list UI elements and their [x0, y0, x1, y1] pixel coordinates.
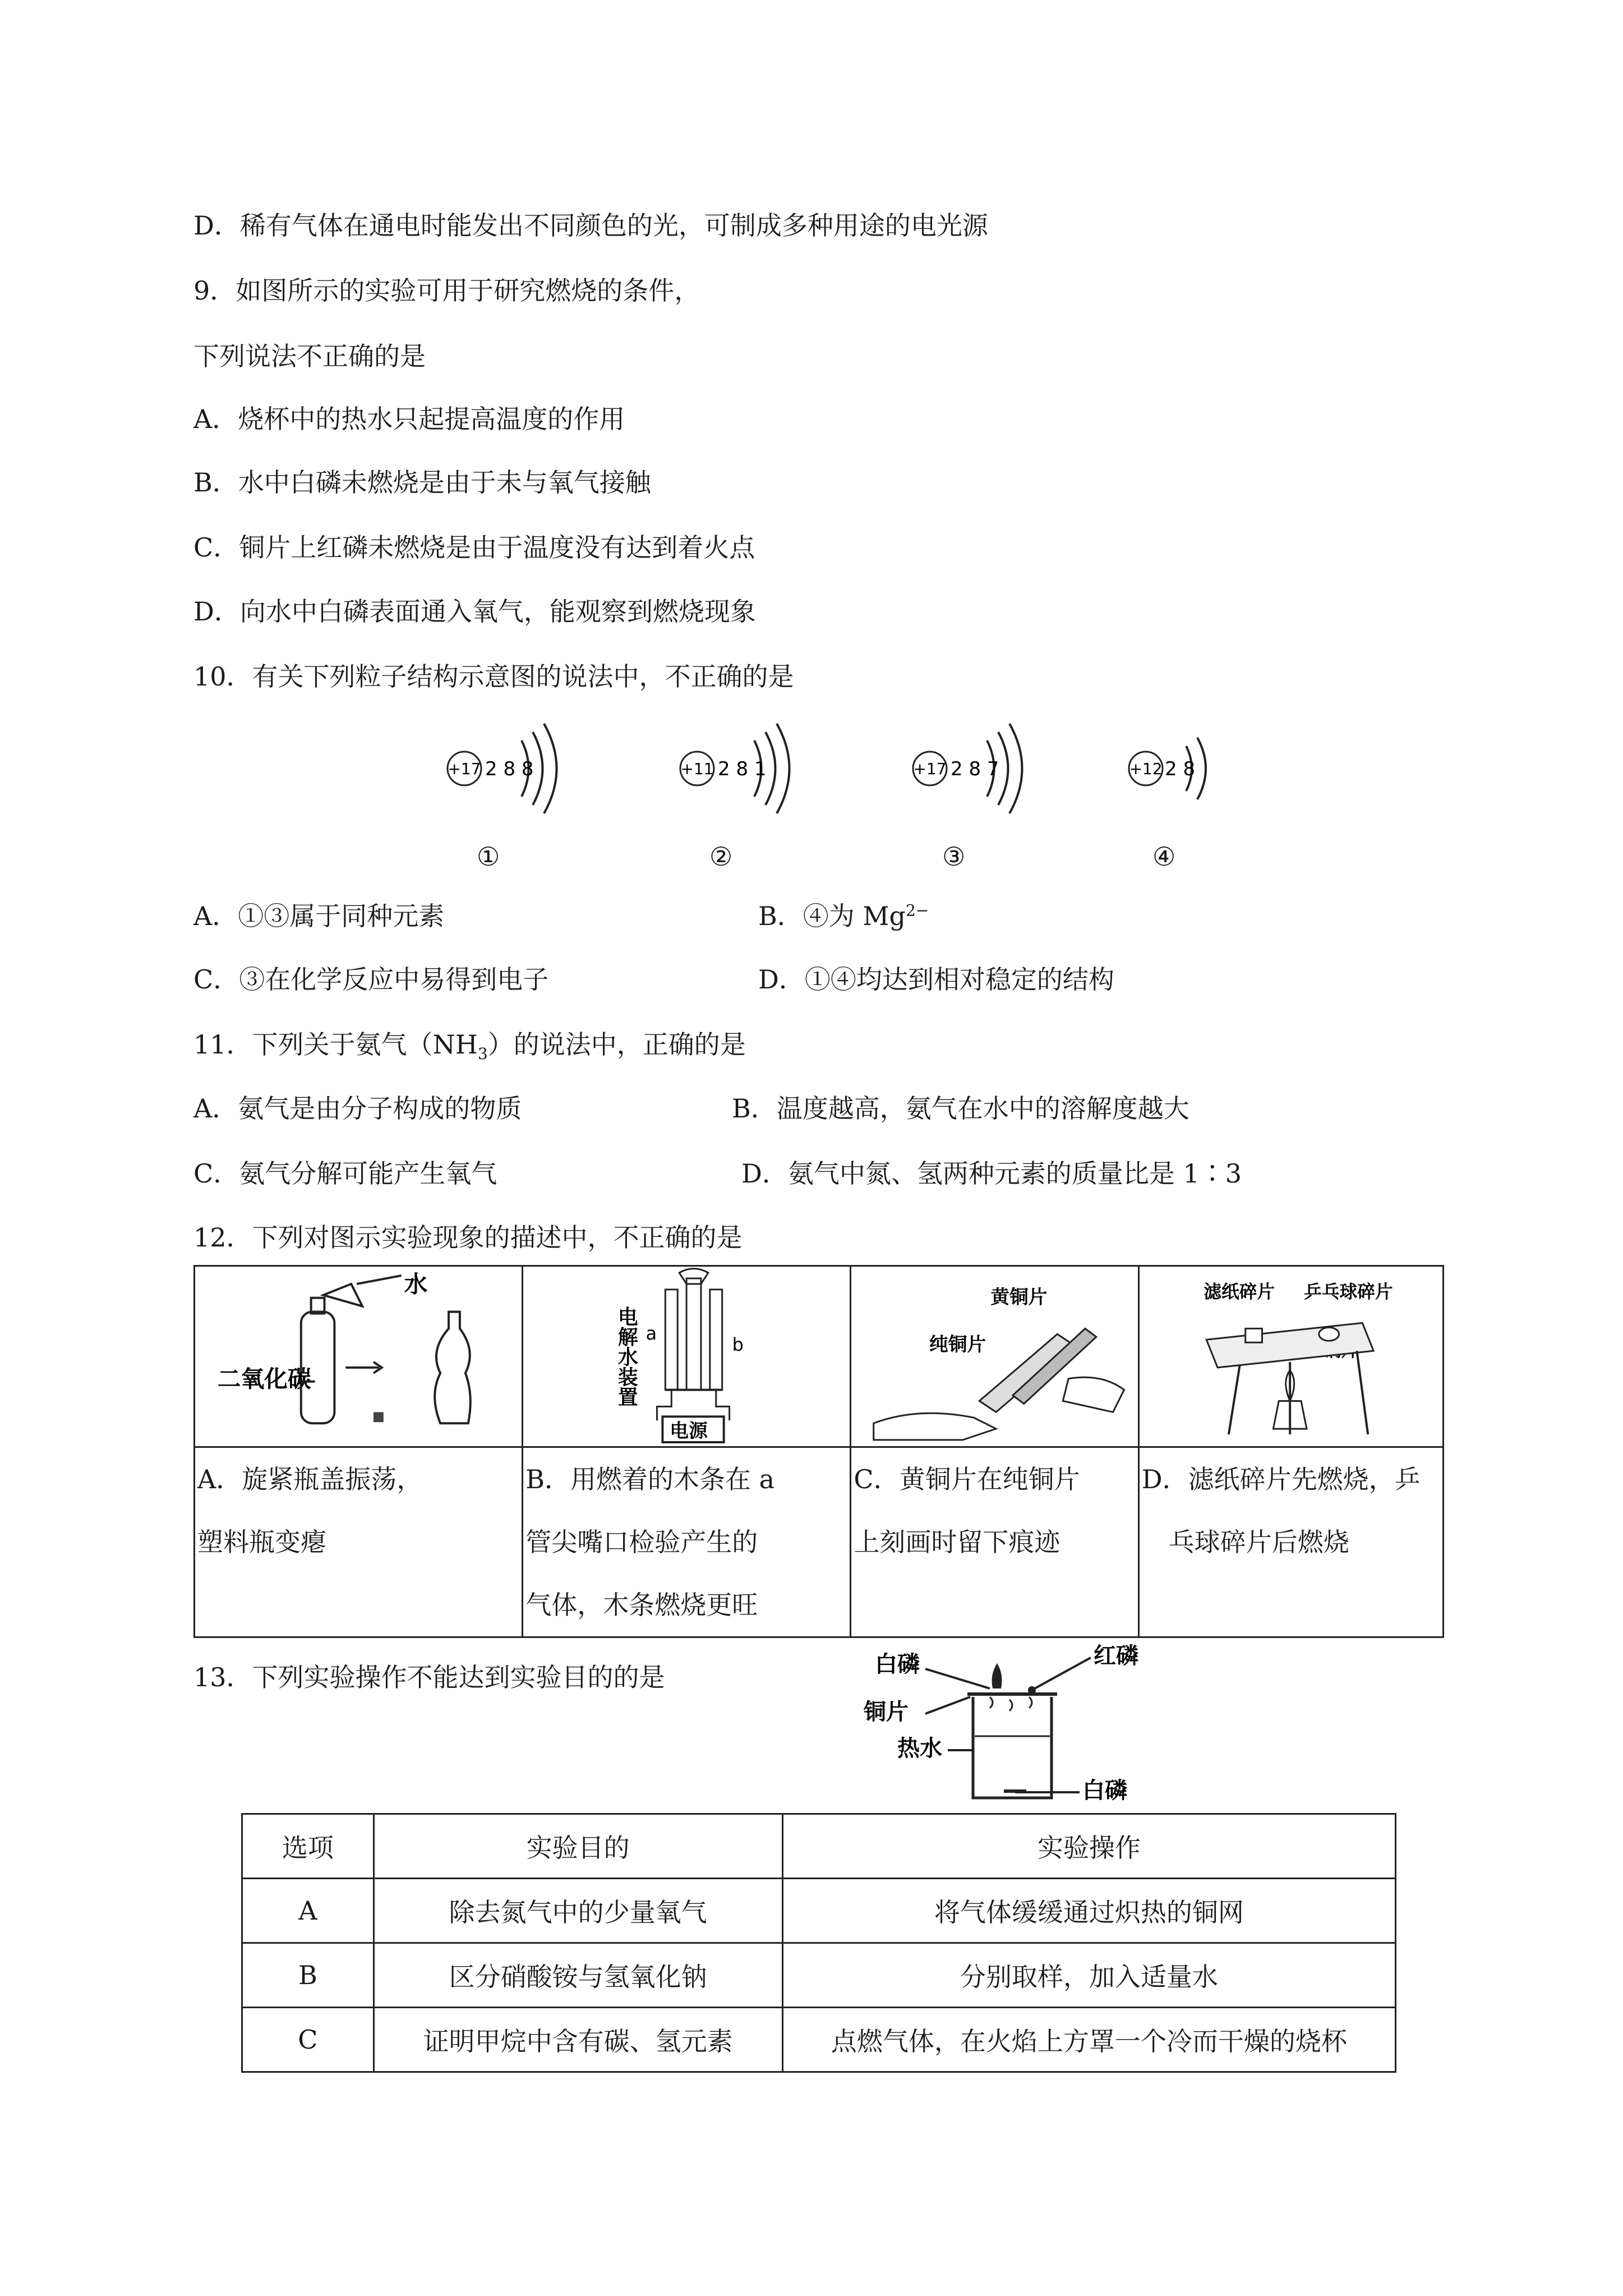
q13-stem: 13．下列实验操作不能达到实验目的的是: [193, 1662, 665, 1692]
q12-option-c: C．黄铜片在纯铜片 上刻画时留下痕迹: [851, 1447, 1138, 1637]
atom-diagram-3: [909, 718, 1077, 819]
atom-shells: 2 8 7: [951, 758, 999, 780]
q13-table: [241, 1813, 1396, 2073]
atom-shells: 2 8: [1165, 758, 1196, 780]
svg-text:滤纸碎片: 滤纸碎片: [1203, 1282, 1275, 1303]
q9-option-c: C．铜片上红磷未燃烧是由于温度没有达到着火点: [193, 532, 755, 563]
q13-header-option: 选项: [242, 1814, 374, 1879]
combustion-figure: [864, 1641, 1166, 1803]
svg-text:二氧化碳: 二氧化碳: [217, 1365, 311, 1393]
q9-stem: 9．如图所示的实验可用于研究燃烧的条件，: [193, 275, 700, 306]
q13-cell: 区分硝酸铵与氢氧化钠: [374, 1943, 782, 2008]
q10-stem: 10．有关下列粒子结构示意图的说法中，不正确的是: [193, 661, 794, 692]
atom-nucleus: +12: [1129, 760, 1163, 778]
q13-cell: A: [242, 1879, 374, 1943]
q11-option-b: B．温度越高，氨气在水中的溶解度越大: [732, 1093, 1189, 1124]
q9-option-d: D．向水中白磷表面通入氧气，能观察到燃烧现象: [193, 596, 756, 627]
q11-option-d: D．氨气中氮、氢两种元素的质量比是 1∶3: [741, 1158, 1242, 1189]
svg-text:纯铜片: 纯铜片: [929, 1333, 986, 1356]
atom-nucleus: +11: [680, 760, 714, 778]
q10-option-c: C．③在化学反应中易得到电子: [193, 964, 549, 995]
q9-option-a: A．烧杯中的热水只起提高温度的作用: [193, 404, 625, 434]
q11-option-c: C．氨气分解可能产生氧气: [193, 1158, 497, 1189]
svg-text:电解水装置: 电解水装置: [615, 1306, 638, 1407]
q11-stem: 11．下列关于氨气$(NH_3)$的说法中，正确的是: [193, 1029, 746, 1064]
q12-table: [193, 1265, 1444, 1638]
svg-text:a: a: [645, 1323, 657, 1345]
atom-diagram-1: [443, 718, 611, 819]
atom-shells: 2 8 8: [485, 758, 534, 780]
atom-shells: 2 8 1: [718, 758, 767, 780]
q12-figure-c: [851, 1266, 1138, 1447]
q12-option-b: B．用燃着的木条在 a 管尖嘴口检验产生的 气体，木条燃烧更旺: [523, 1447, 851, 1637]
table-row: [242, 1943, 1396, 2008]
atom-diagram-2: [676, 718, 844, 819]
atom-nucleus: +17: [913, 760, 947, 778]
table-row: [242, 1879, 1396, 1943]
svg-text:白磷: 白磷: [875, 1651, 920, 1677]
table-row: [242, 2008, 1396, 2072]
q13-cell: C: [242, 2008, 374, 2072]
svg-text:铜片: 铜片: [864, 1699, 909, 1725]
q11-option-a: A．氨气是由分子构成的物质: [193, 1093, 522, 1124]
q10-option-a: A．①③属于同种元素: [193, 901, 445, 931]
q12-option-a: A．旋紧瓶盖振荡， 塑料瓶变瘪: [195, 1447, 523, 1637]
atom-label-2: ②: [709, 841, 733, 872]
atom-label-4: ④: [1152, 841, 1176, 872]
q10-option-b: B．④为 $Mg^{2-}$: [758, 901, 929, 931]
q13-cell: 除去氮气中的少量氧气: [374, 1879, 782, 1943]
svg-text:b: b: [732, 1335, 744, 1356]
q13-cell: 证明甲烷中含有碳、氢元素: [374, 2008, 782, 2072]
q10-option-d: D．①④均达到相对稳定的结构: [758, 964, 1114, 995]
atom-nucleus: +17: [448, 760, 481, 778]
svg-text:乒乓球碎片: 乒乓球碎片: [1303, 1282, 1393, 1303]
brass-scratch-figure: [851, 1267, 1137, 1446]
q13-cell: 分别取样，加入适量水: [782, 1943, 1395, 2008]
q12-option-d: D．滤纸碎片先燃烧，乒 乓球碎片后燃烧: [1138, 1447, 1443, 1637]
svg-text:红磷: 红磷: [1094, 1643, 1138, 1669]
q12-figure-a: [195, 1266, 523, 1447]
q9-stem-2: 下列说法不正确的是: [193, 341, 426, 371]
q13-cell: 将气体缓缓通过炽热的铜网: [782, 1879, 1395, 1943]
q8-option-d: D．稀有气体在通电时能发出不同颜色的光，可制成多种用途的电光源: [193, 210, 988, 241]
q12-figure-d: [1138, 1266, 1443, 1447]
atom-label-3: ③: [942, 841, 966, 872]
paper-pingpong-figure: [1140, 1267, 1442, 1446]
svg-text:水: 水: [404, 1270, 428, 1298]
svg-text:热水: 热水: [897, 1736, 942, 1761]
q13-header-purpose: 实验目的: [374, 1814, 782, 1879]
electrolysis-figure: [523, 1267, 850, 1446]
q12-stem: 12．下列对图示实验现象的描述中，不正确的是: [193, 1222, 743, 1253]
q13-cell: B: [242, 1943, 374, 2008]
q12-figure-b: [523, 1266, 851, 1447]
atom-label-1: ①: [477, 841, 500, 872]
atom-diagram-4: [1124, 718, 1293, 819]
q9-option-b: B．水中白磷未燃烧是由于未与氧气接触: [193, 467, 651, 498]
svg-text:白磷: 白磷: [1082, 1778, 1127, 1803]
q13-header-operation: 实验操作: [782, 1814, 1395, 1879]
q13-cell: 点燃气体，在火焰上方罩一个冷而干燥的烧杯: [782, 2008, 1395, 2072]
co2-bottle-figure: [195, 1267, 522, 1446]
svg-text:电源: 电源: [670, 1420, 708, 1442]
svg-text:黄铜片: 黄铜片: [990, 1286, 1048, 1308]
